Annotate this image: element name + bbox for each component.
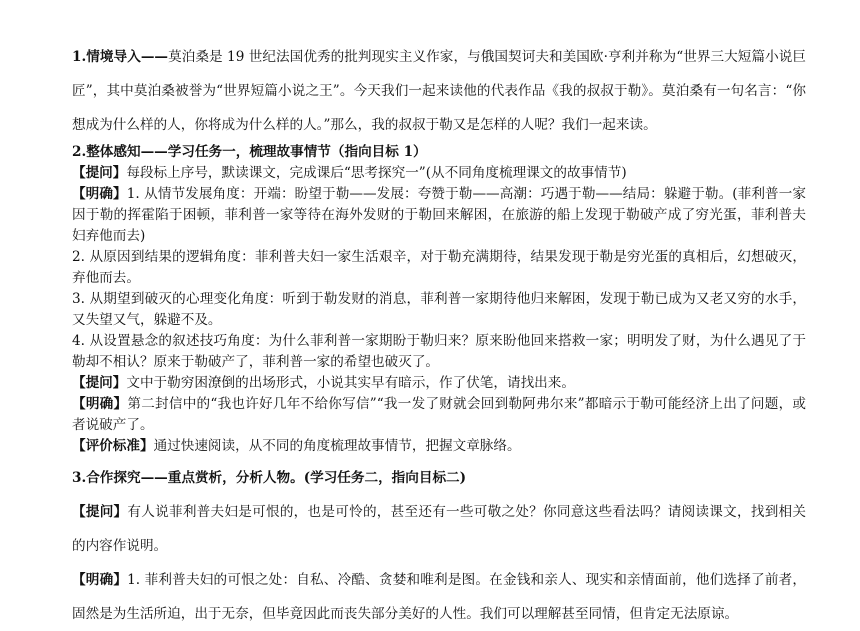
section-explore-heading: 3.合作探究——重点赏析，分析人物。(学习任务二，指向目标二) xyxy=(72,470,467,486)
evaluation-tag: 【评价标准】 xyxy=(72,438,154,454)
document-page xyxy=(72,40,806,631)
question-text: 文中于勒穷困潦倒的出场形式，小说其实早有暗示，作了伏笔，请找出来。 xyxy=(126,375,575,391)
evaluation-standard xyxy=(72,436,806,457)
section-overview-heading: 2.整体感知——学习任务一，梳理故事情节（指向目标 1） xyxy=(72,144,427,160)
overview-answer-2 xyxy=(72,394,806,436)
question-text: 有人说菲利普夫妇是可恨的，也是可怜的，甚至还有一些可敬之处？你同意这些看法吗？请阅读课文，找到相关的内容作说明。 xyxy=(72,504,807,554)
question-text: 每段标上序号，默读课文，完成课后“思考探究一”(从不同角度梳理课文的故事情节) xyxy=(126,165,627,181)
question-tag: 【提问】 xyxy=(72,504,128,520)
explore-answer xyxy=(72,563,806,631)
answer-tag: 【明确】 xyxy=(72,186,127,202)
section-intro-paragraph xyxy=(72,40,806,142)
overview-answer-1 xyxy=(72,184,806,247)
overview-point-3: 3. 从期望到破灭的心理变化角度：听到于勒发财的消息，菲利普一家期待他归来解困，发现于勒已成为又老又穷的水手，又失望又气，躲避不及。 xyxy=(72,291,806,328)
overview-question-2 xyxy=(72,373,806,394)
overview-question-1 xyxy=(72,163,806,184)
section-intro-heading: 1.情境导入—— xyxy=(72,49,169,65)
overview-point-2: 2. 从原因到结果的逻辑角度：菲利普夫妇一家生活艰辛，对于勒充满期待，结果发现于勒是穷光蛋的真相后，幻想破灭，弃他而去。 xyxy=(72,249,806,286)
explore-question xyxy=(72,495,806,563)
question-tag: 【提问】 xyxy=(72,165,127,181)
section-intro-body: 莫泊桑是 19 世纪法国优秀的批判现实主义作家，与俄国契诃夫和美国欧·亨利并称为“世界三大短篇小说巨匠”，其中莫泊桑被誉为“世界短篇小说之王”。今天我们一起来读他的代表作品《我的叔叔于勒》。莫泊桑有一句名言：“你想成为什么样的人，你将成为什么样的人。”那么，我的叔叔于勒又是怎样的人呢？我们一起来读。 xyxy=(72,49,806,133)
answer-text: 1. 菲利普夫妇的可恨之处：自私、冷酷、贪婪和唯利是图。在金钱和亲人、现实和亲情面前，他们选择了前者，固然是为生活所迫，出于无奈，但毕竟因此而丧失部分美好的人性。我们可以理解甚至同情，但肯定无法原谅。 xyxy=(72,572,806,622)
overview-point-4: 4. 从设置悬念的叙述技巧角度：为什么菲利普一家期盼于勒归来？原来盼他回来搭救一家；明明发了财，为什么遇见了于勒却不相认？原来于勒破产了，菲利普一家的希望也破灭了。 xyxy=(72,333,806,370)
answer-text: 1. 从情节发展角度：开端：盼望于勒——发展：夸赞于勒——高潮：巧遇于勒——结局：躲避于勒。(菲利普一家因于勒的挥霍陷于困顿，菲利普一家等待在海外发财的于勒回来解困，在旅游的船上发现于勒破产成了穷光蛋，菲利普夫妇弃他而去) xyxy=(72,186,807,244)
answer-text: 第二封信中的“我也许好几年不给你写信”“我一发了财就会回到勒阿弗尔来”都暗示于勒可能经济上出了问题，或者说破产了。 xyxy=(72,396,807,433)
answer-tag: 【明确】 xyxy=(72,396,128,412)
evaluation-text: 通过快速阅读，从不同的角度梳理故事情节，把握文章脉络。 xyxy=(153,438,521,454)
question-tag: 【提问】 xyxy=(72,375,127,391)
answer-tag: 【明确】 xyxy=(72,572,128,588)
